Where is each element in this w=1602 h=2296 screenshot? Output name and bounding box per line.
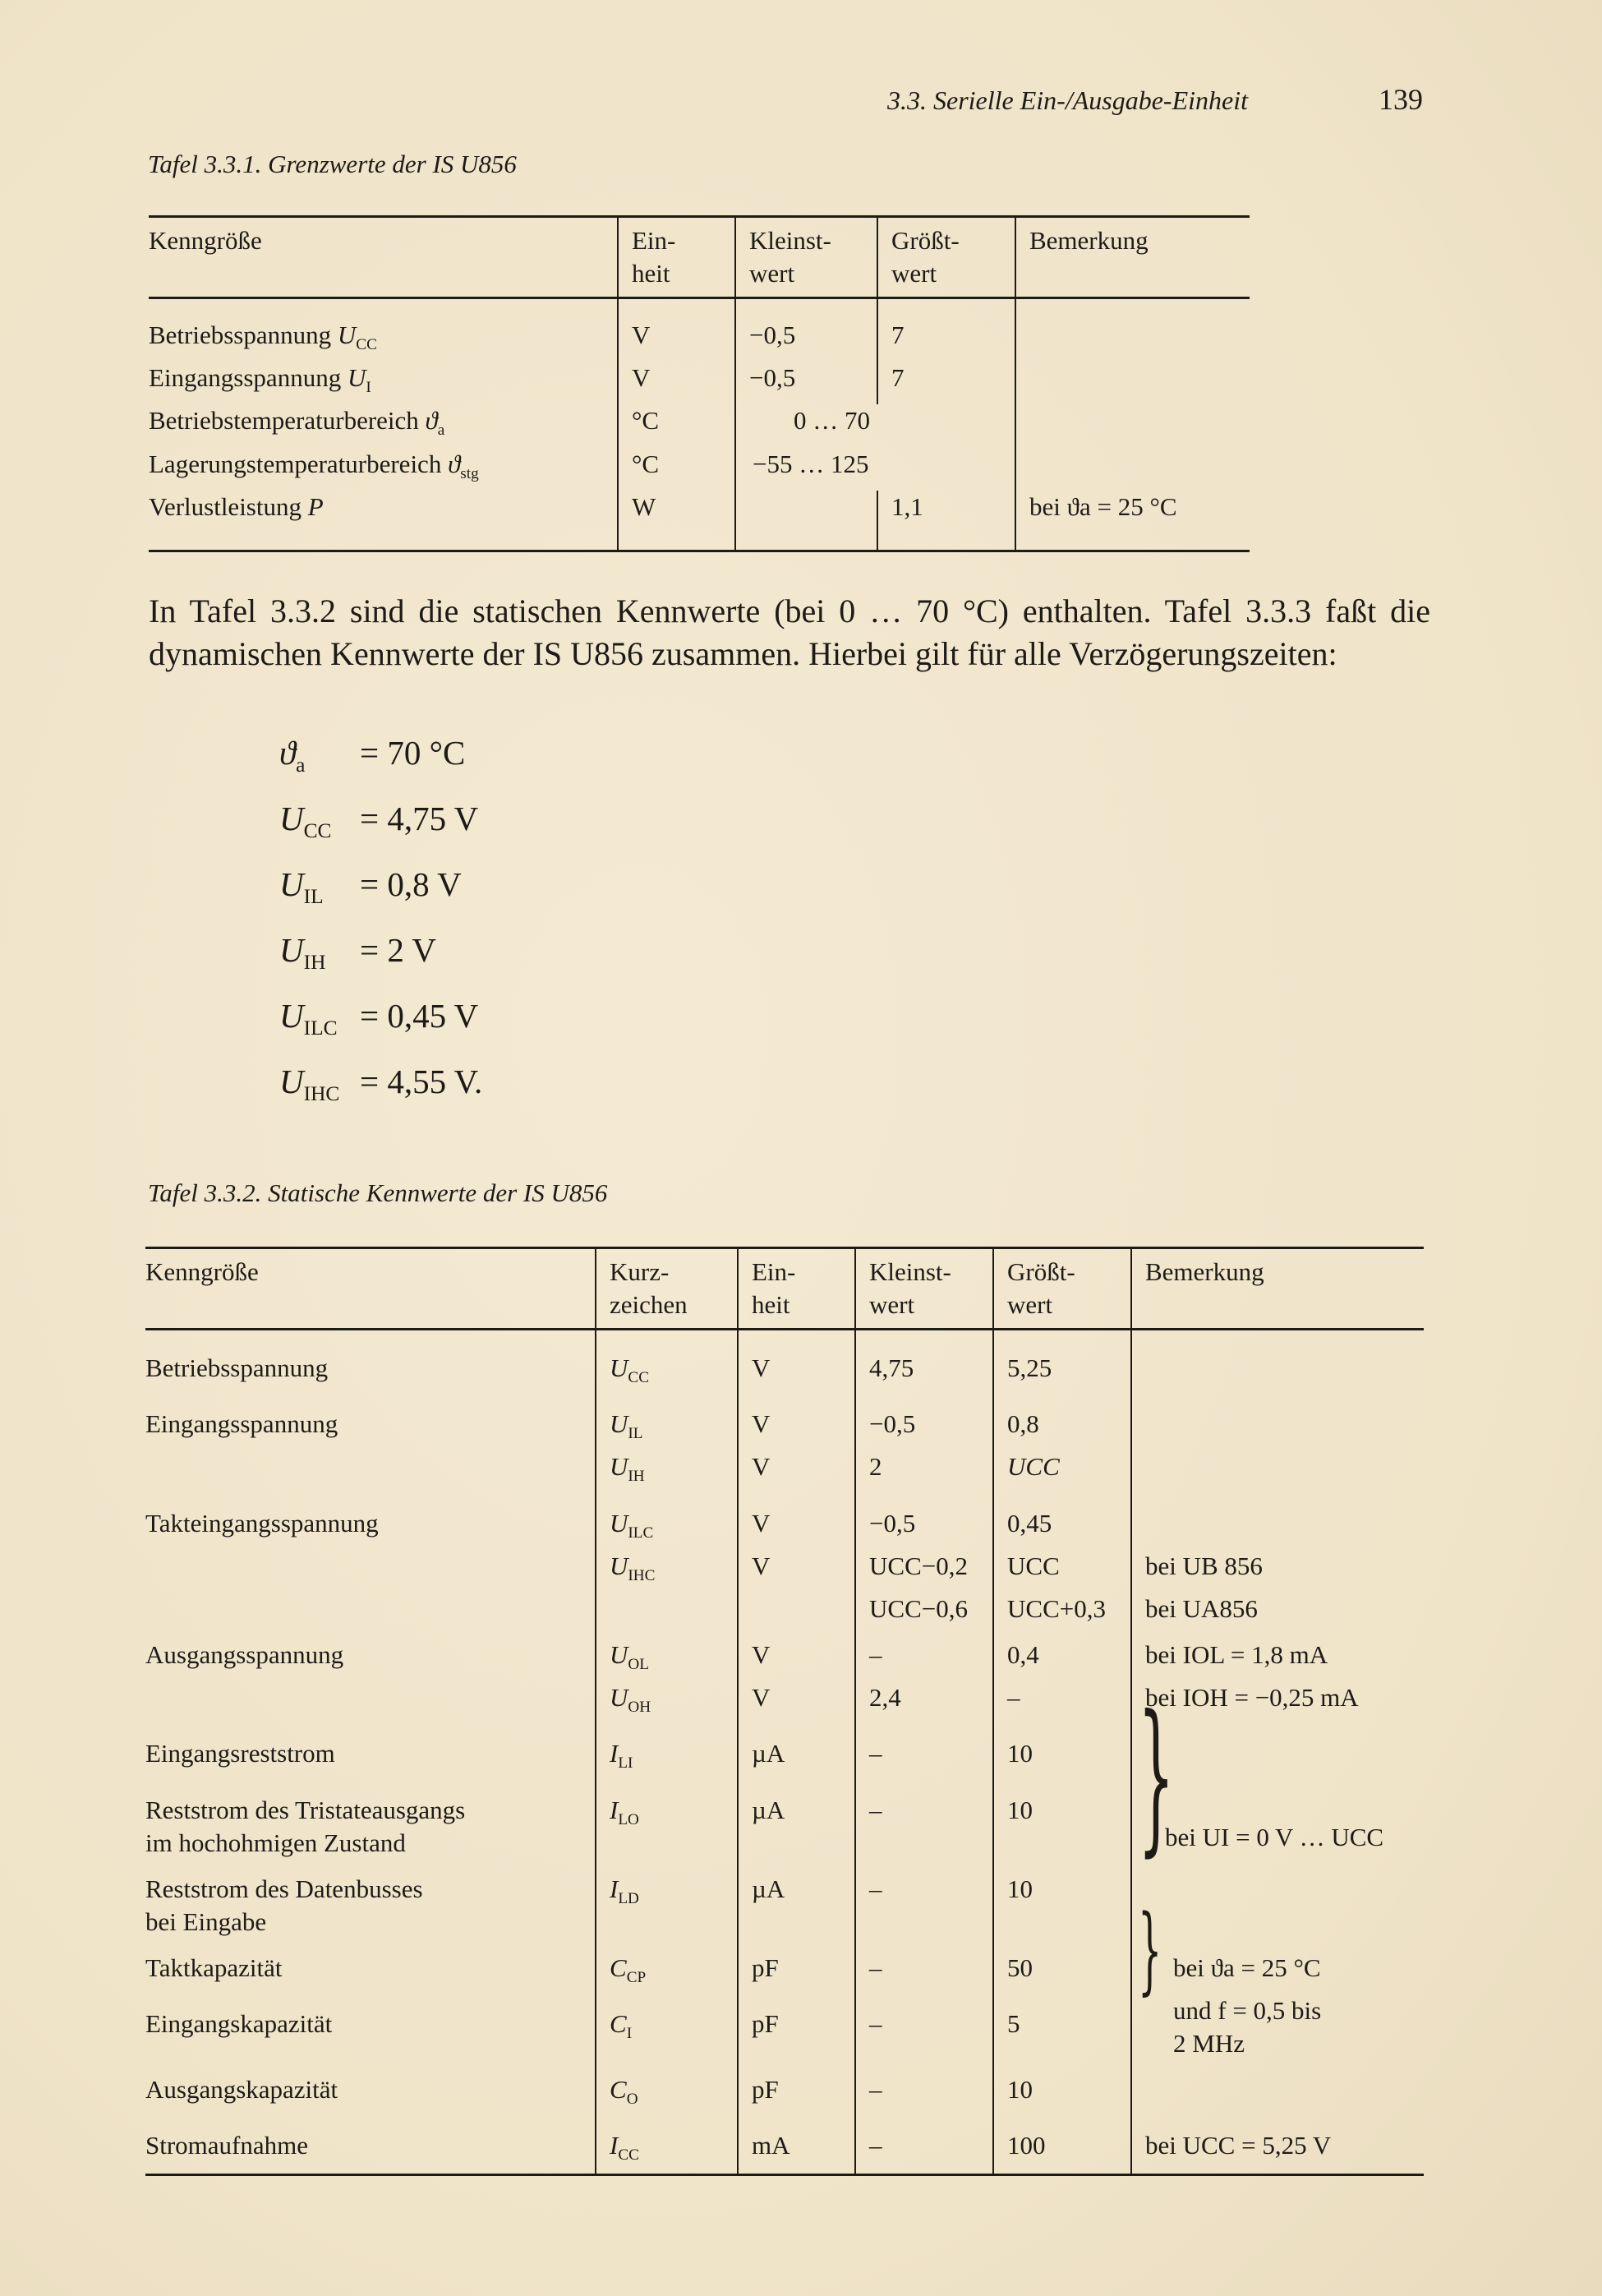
symbol-cell: $C_O$ [596, 2060, 738, 2116]
symbol-cell: $U_{OL}$ [596, 1625, 738, 1681]
table-row [145, 1550, 1424, 1593]
unit-cell: V [738, 1395, 855, 1450]
table-row [145, 1724, 1424, 1780]
param-name: Lagerungstemperaturbereich $ϑ_{stg}$ [149, 449, 479, 482]
max-cell: – [993, 1681, 1131, 1724]
unit-cell: V [738, 1550, 855, 1593]
min-cell: – [855, 2060, 993, 2116]
param-name: Ausgangskapazität [145, 2074, 338, 2104]
condition-line: $ϑ_a = 70$ °C [279, 734, 466, 777]
table-row [145, 1330, 1424, 1395]
note-cell [1131, 1330, 1424, 1395]
unit-cell: °C [618, 448, 735, 491]
symbol-cell: $I_{LO}$ [596, 1781, 738, 1860]
param-name: Betriebsspannung $U_{CC}$ [149, 320, 377, 354]
note-cell: bei ϑa = 25 °C [1131, 1939, 1424, 1994]
note-cell [1131, 2060, 1424, 2116]
col-header: Größt- wert [993, 1248, 1131, 1330]
table-row [145, 1593, 1424, 1625]
param-name: Reststrom des Datenbusses bei Eingabe [145, 1874, 423, 1936]
note-cell [1131, 1450, 1424, 1493]
symbol-cell: $I_{LI}$ [596, 1724, 738, 1780]
max-cell: 50 [993, 1939, 1131, 1994]
max-cell: 0,4 [993, 1625, 1131, 1681]
min-cell: – [855, 1994, 993, 2060]
unit-cell: V [618, 362, 735, 404]
col-header: Bemerkung [1131, 1248, 1424, 1330]
unit-cell: pF [738, 1939, 855, 1994]
note-cell [1015, 362, 1250, 404]
note-cell [1015, 448, 1250, 491]
param-name: Eingangsspannung [145, 1409, 338, 1439]
brace-icon: } [1138, 1895, 1162, 2005]
symbol-cell: $U_{IHC}$ [596, 1550, 738, 1593]
min-cell: 4,75 [855, 1330, 993, 1395]
max-cell: 5,25 [993, 1330, 1131, 1395]
note-cell: und f = 0,5 bis 2 MHz [1131, 1994, 1424, 2060]
range-cell: −55 … 125 [735, 448, 1015, 491]
unit-cell: pF [738, 1994, 855, 2060]
unit-cell: V [738, 1681, 855, 1724]
unit-cell: mA [738, 2116, 855, 2175]
note-cell: bei IOH = −0,25 mA [1131, 1681, 1424, 1724]
symbol-cell: $U_{OH}$ [596, 1681, 738, 1724]
symbol-cell: $U_{IL}$ [596, 1395, 738, 1450]
max-cell: 7 [877, 298, 1015, 362]
note-cell [1015, 298, 1250, 362]
min-cell: 2 [855, 1450, 993, 1493]
table-row [149, 448, 1250, 491]
note-cell: bei UA856 [1131, 1593, 1424, 1625]
unit-cell: µA [738, 1781, 855, 1860]
note-cell [1131, 1395, 1424, 1450]
table-row [145, 1395, 1424, 1450]
param-name [145, 1593, 596, 1625]
max-cell: UCC [993, 1450, 1131, 1493]
table-row [145, 1494, 1424, 1550]
unit-cell: V [738, 1330, 855, 1395]
min-cell: – [855, 1724, 993, 1780]
col-header: Ein- heit [738, 1248, 855, 1330]
running-header: 3.3. Serielle Ein-/Ausgabe-Einheit [887, 85, 1248, 115]
brace-icon: } [1138, 1681, 1175, 1872]
body-paragraph: In Tafel 3.3.2 sind die statischen Kennwerte (bei 0 … 70 °C) enthalten. Tafel 3.3.3 faßt die dynamischen Kennwerte der IS U856 zusammen. Hierbei gilt für alle Verzögerungszeiten: [149, 592, 1430, 672]
min-cell: 2,4 [855, 1681, 993, 1724]
table-row [145, 2060, 1424, 2116]
symbol-cell: $U_{CC}$ [596, 1330, 738, 1395]
col-header: Ein- heit [618, 217, 735, 298]
note-cell: bei UI = 0 V … UCC [1131, 1724, 1424, 1938]
max-cell: 10 [993, 1724, 1131, 1780]
table-row [145, 1939, 1424, 1994]
symbol-cell: $C_{CP}$ [596, 1939, 738, 1994]
col-header: Kleinst- wert [855, 1248, 993, 1330]
param-name: Ausgangsspannung [145, 1639, 344, 1669]
param-name [145, 1681, 596, 1724]
max-cell: 5 [993, 1994, 1131, 2060]
max-cell: 0,45 [993, 1494, 1131, 1550]
unit-cell: °C [618, 404, 735, 447]
symbol-cell [596, 1593, 738, 1625]
note-cell [1015, 404, 1250, 447]
min-cell: – [855, 1625, 993, 1681]
min-cell: UCC−0,6 [855, 1593, 993, 1625]
min-cell: UCC−0,2 [855, 1550, 993, 1593]
table-statische-kennwerte [145, 1247, 1424, 2176]
max-cell: 1,1 [877, 491, 1015, 551]
param-name: Stromaufnahme [145, 2130, 309, 2160]
param-name: Eingangsreststrom [145, 1739, 335, 1768]
table-row [145, 1625, 1424, 1681]
param-name: Verlustleistung P [149, 491, 324, 521]
max-cell: UCC [993, 1550, 1131, 1593]
condition-line: $U_{IH} = 2$ V [279, 931, 436, 975]
min-cell: −0,5 [855, 1494, 993, 1550]
table2-caption: Tafel 3.3.2. Statische Kennwerte der IS U856 [148, 1178, 608, 1207]
max-cell: 7 [877, 362, 1015, 404]
max-cell: 100 [993, 2116, 1131, 2175]
symbol-cell: $C_I$ [596, 1994, 738, 2060]
note-cell: bei IOL = 1,8 mA [1131, 1625, 1424, 1681]
max-cell: 0,8 [993, 1395, 1131, 1450]
condition-line: $U_{CC} = 4,75$ V [279, 800, 479, 843]
min-cell: −0,5 [855, 1395, 993, 1450]
col-header: Kleinst- wert [735, 217, 877, 298]
col-header: Kenngröße [149, 226, 262, 255]
table-row [149, 404, 1250, 447]
param-name: Betriebstemperaturbereich $ϑ_a$ [149, 406, 445, 440]
symbol-cell: $I_{LD}$ [596, 1860, 738, 1939]
table-header-row [145, 1248, 1424, 1330]
note-cell [1131, 1494, 1424, 1550]
param-name [145, 1450, 596, 1493]
unit-cell: W [618, 491, 735, 551]
unit-cell [738, 1593, 855, 1625]
unit-cell: µA [738, 1860, 855, 1939]
table-header-row [149, 217, 1250, 298]
max-cell: 10 [993, 2060, 1131, 2116]
min-cell: – [855, 1781, 993, 1860]
table1-caption: Tafel 3.3.1. Grenzwerte der IS U856 [148, 150, 517, 178]
symbol-cell: $U_{IH}$ [596, 1450, 738, 1493]
range-cell: 0 … 70 [735, 404, 1015, 447]
note-cell: bei UB 856 [1131, 1550, 1424, 1593]
unit-cell: pF [738, 2060, 855, 2116]
param-name: Eingangskapazität [145, 2008, 333, 2038]
param-name: Takteingangsspannung [145, 1508, 379, 1538]
condition-line: $U_{IL} = 0,8$ V [279, 865, 462, 909]
table-row [149, 298, 1250, 362]
table-row [145, 1994, 1424, 2060]
condition-line: $U_{IHC} = 4,55$ V. [279, 1063, 483, 1106]
param-name: Reststrom des Tristateausgangs im hochohmigen Zustand [145, 1795, 466, 1857]
unit-cell: V [738, 1450, 855, 1493]
condition-line: $U_{ILC} = 0,45$ V [279, 997, 479, 1040]
table-row [145, 1450, 1424, 1493]
col-header: Kurz- zeichen [596, 1248, 738, 1330]
min-cell [735, 491, 877, 551]
min-cell: −0,5 [735, 298, 877, 362]
col-header: Kenngröße [145, 1257, 259, 1286]
param-name [145, 1550, 596, 1593]
max-cell: 10 [993, 1781, 1131, 1860]
col-header: Bemerkung [1015, 217, 1250, 298]
unit-cell: V [618, 298, 735, 362]
col-header: Größt- wert [877, 217, 1015, 298]
unit-cell: µA [738, 1724, 855, 1780]
table-row [149, 491, 1250, 551]
param-name: Eingangsspannung $U_I$ [149, 363, 371, 397]
min-cell: −0,5 [735, 362, 877, 404]
table-grenzwerte [149, 215, 1250, 552]
min-cell: – [855, 1860, 993, 1939]
table-row [145, 1681, 1424, 1724]
min-cell: – [855, 2116, 993, 2175]
max-cell: 10 [993, 1860, 1131, 1939]
page-number: 139 [1379, 83, 1423, 116]
min-cell: – [855, 1939, 993, 1994]
note-cell: bei ϑa = 25 °C [1015, 491, 1250, 551]
max-cell: UCC+0,3 [993, 1593, 1131, 1625]
symbol-cell: $I_{CC}$ [596, 2116, 738, 2175]
param-name: Betriebsspannung [145, 1353, 329, 1382]
table-row [149, 362, 1250, 404]
param-name: Taktkapazität [145, 1953, 283, 1982]
unit-cell: V [738, 1625, 855, 1681]
note-cell: bei UCC = 5,25 V [1131, 2116, 1424, 2175]
table-row [145, 2116, 1424, 2175]
symbol-cell: $U_{ILC}$ [596, 1494, 738, 1550]
unit-cell: V [738, 1494, 855, 1550]
